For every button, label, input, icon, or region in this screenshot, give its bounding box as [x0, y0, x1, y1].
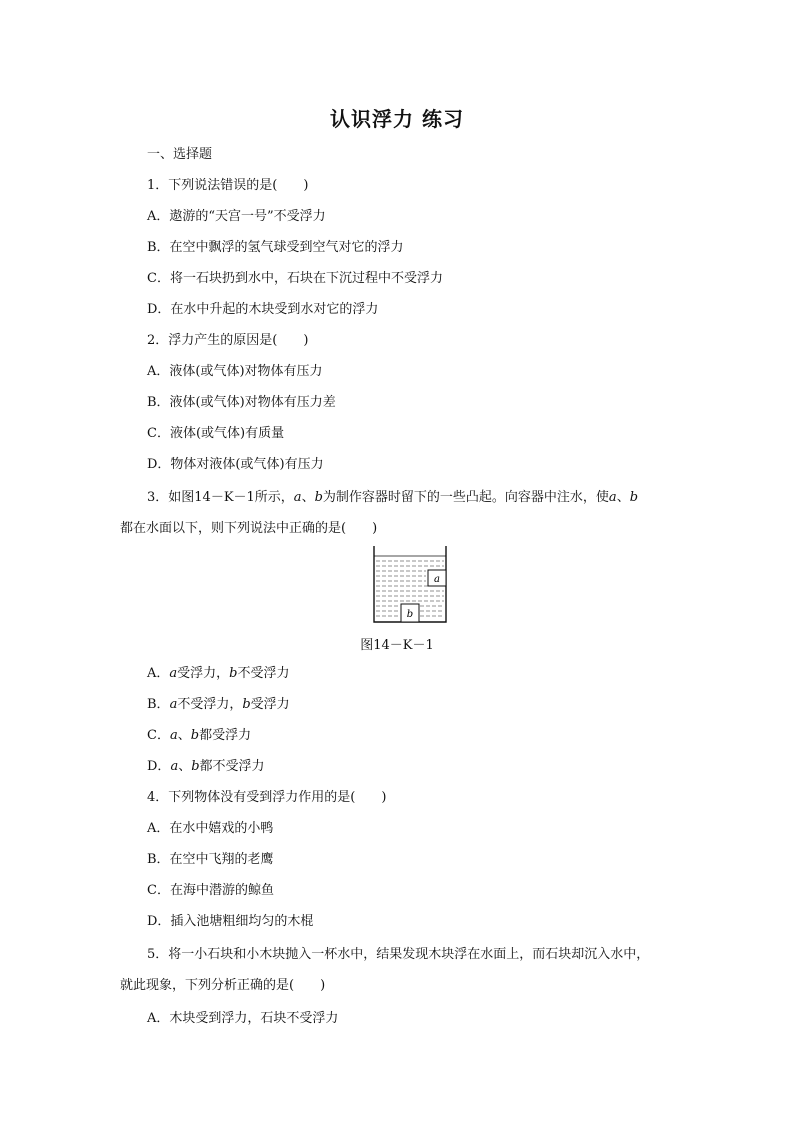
- option-text: 、: [178, 759, 192, 774]
- q3-option-b: [147, 696, 290, 714]
- q3-var-b: b: [242, 697, 251, 712]
- q1-option-d: D．在水中升起的木块受到水对它的浮力: [147, 302, 379, 317]
- q3-var-a: a: [169, 666, 178, 681]
- figure-caption: 图14－K－1: [360, 638, 434, 653]
- q3-var-a: a: [169, 697, 178, 712]
- q2-option-b: B．液体(或气体)对物体有压力差: [147, 395, 336, 410]
- option-text: 受浮力，: [177, 666, 230, 681]
- q1-option-c: C．将一石块扔到水中，石块在下沉过程中不受浮力: [147, 271, 443, 286]
- q3-var-b: b: [629, 490, 639, 505]
- q5-stem-line2: 就此现象，下列分析正确的是( ): [120, 978, 326, 993]
- block-a-label: a: [434, 574, 440, 585]
- option-text: 不受浮力，: [177, 697, 243, 712]
- q3-stem-line1: [147, 489, 638, 507]
- q3-var-b: b: [314, 490, 323, 505]
- q4-option-a: A．在水中嬉戏的小鸭: [147, 821, 274, 836]
- q3-sep: 、: [616, 490, 630, 505]
- page-title: 认识浮力 练习: [330, 107, 464, 131]
- option-letter: A．: [147, 666, 170, 681]
- q4-option-b: B．在空中飞翔的老鹰: [147, 852, 274, 867]
- q2-option-d: D．物体对液体(或气体)有压力: [147, 457, 324, 472]
- q4-stem: 4．下列物体没有受到浮力作用的是( ): [147, 790, 387, 805]
- q3-stem-text: 为制作容器时留下的一些凸起。向容器中注水，使: [322, 490, 609, 505]
- option-text: 都不受浮力: [199, 759, 265, 774]
- q1-option-b: B．在空中飘浮的氢气球受到空气对它的浮力: [147, 240, 404, 255]
- q2-option-c: C．液体(或气体)有质量: [147, 426, 285, 441]
- q4-option-d: D．插入池塘粗细均匀的木棍: [147, 914, 314, 929]
- option-text: 受浮力: [250, 697, 290, 712]
- q3-stem-text: 3．如图14－K－1所示，: [147, 490, 294, 505]
- section-heading: 一、选择题: [147, 147, 213, 162]
- q3-stem-line2: 都在水面以下，则下列说法中正确的是( ): [120, 521, 378, 536]
- container-figure: [372, 546, 448, 624]
- block-b-label: b: [406, 609, 414, 620]
- q3-sep: 、: [301, 490, 315, 505]
- q3-var-a: a: [170, 759, 179, 774]
- option-text: 都受浮力: [199, 728, 252, 743]
- q2-option-a: A．液体(或气体)对物体有压力: [147, 364, 323, 379]
- option-letter: C．: [147, 728, 170, 743]
- option-text: 不受浮力: [237, 666, 290, 681]
- q5-stem-line1: 5．将一小石块和小木块抛入一杯水中，结果发现木块浮在水面上，而石块却沉入水中，: [147, 947, 650, 962]
- option-text: 、: [177, 728, 191, 743]
- q3-option-a: [147, 665, 290, 683]
- q3-var-b: b: [191, 759, 200, 774]
- q3-var-b: b: [190, 728, 200, 743]
- q3-var-b: b: [229, 666, 238, 681]
- q5-option-a: A．木块受到浮力，石块不受浮力: [147, 1011, 339, 1026]
- q2-stem: 2．浮力产生的原因是( ): [147, 333, 309, 348]
- q1-stem: 1．下列说法错误的是( ): [147, 178, 309, 193]
- q3-option-c: [147, 727, 251, 745]
- q3-var-a: a: [293, 490, 302, 505]
- q3-option-d: [147, 758, 265, 776]
- q1-option-a: A．遨游的“天宫一号”不受浮力: [147, 209, 326, 224]
- option-letter: B．: [147, 697, 170, 712]
- q3-var-a: a: [608, 490, 617, 505]
- option-letter: D．: [147, 759, 171, 774]
- q3-var-a: a: [169, 728, 178, 743]
- q4-option-c: C．在海中潜游的鲸鱼: [147, 883, 274, 898]
